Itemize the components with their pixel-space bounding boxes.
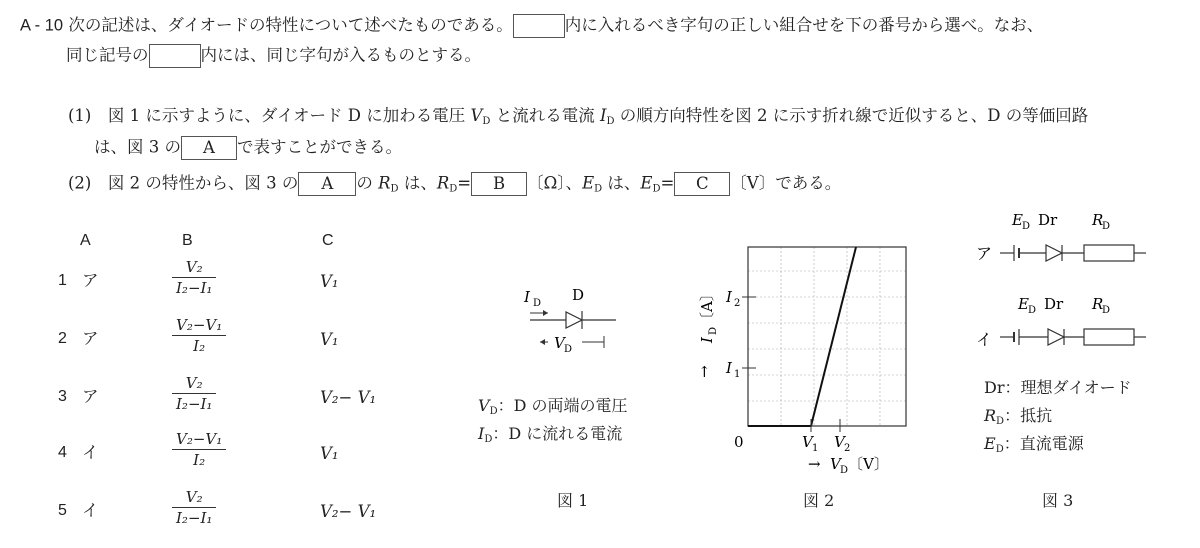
fraction-denominator: I₂−I₁ — [176, 395, 213, 413]
legend-sub: D — [996, 416, 1005, 427]
fraction-bar — [172, 277, 216, 278]
blank-c: C — [674, 172, 730, 196]
fig1-caption: 図 1 — [557, 491, 589, 510]
fig1-legend-2 — [478, 421, 622, 445]
label-origin: 0 — [734, 433, 744, 451]
question-text-1b: 内に入れるべき字句の正しい組合せを下の番号から選べ。なお、 — [564, 15, 1044, 35]
c2-label-r: R — [1092, 295, 1104, 313]
fraction-numerator: V₂−V₁ — [176, 316, 223, 334]
fig3-legend-3 — [984, 431, 1084, 455]
blank-b: B — [471, 172, 527, 196]
fig2-caption: 図 2 — [803, 491, 835, 510]
blank-box — [149, 44, 201, 68]
fraction-numerator: V₂−V₁ — [176, 430, 223, 448]
table-header-a: A — [80, 232, 91, 249]
item-1-line-2 — [94, 136, 402, 160]
option-number[interactable]: 1 — [58, 272, 67, 289]
resistor-icon — [1084, 245, 1134, 261]
legend-text: ：D の両端の電圧 — [497, 396, 628, 415]
option-a: ア — [82, 387, 99, 406]
item-2-text: = — [660, 173, 675, 193]
symbol-i: I — [599, 106, 607, 125]
option-number[interactable]: 5 — [58, 502, 67, 519]
label-v1: V — [802, 433, 813, 451]
option-b-fraction — [172, 374, 216, 413]
legend-sub: D — [995, 444, 1004, 455]
y-axis-label: I — [698, 337, 716, 343]
characteristic-slope — [811, 247, 856, 426]
fraction-bar — [172, 393, 216, 394]
legend-text: ：抵抗 — [1004, 406, 1053, 425]
circuit-b-label: イ — [976, 330, 993, 349]
label-i1-sub: 1 — [734, 369, 741, 380]
symbol-e: E — [640, 173, 653, 193]
fig1-label-i-sub: D — [533, 298, 542, 309]
x-axis-sub: D — [840, 465, 849, 476]
figure-2-graph — [690, 235, 920, 480]
item-1-text: は、図 3 の — [94, 137, 181, 157]
fraction-denominator: I₂ — [193, 451, 206, 469]
y-axis-unit: 〔A〕 — [698, 286, 716, 327]
legend-text: ：直流電源 — [1003, 434, 1084, 453]
fig3-legend-2 — [984, 403, 1052, 427]
option-a: イ — [82, 501, 99, 520]
option-a: イ — [82, 443, 99, 462]
label-i1: I — [726, 359, 732, 377]
fig1-label-i: I — [524, 288, 530, 306]
circuit-a-label: ア — [976, 244, 993, 263]
blank-box — [513, 14, 565, 38]
item-2-text: 〔Ω〕、 — [527, 173, 583, 193]
x-axis-arrow: → — [808, 455, 821, 473]
table-header-b: B — [182, 232, 193, 249]
fraction-bar — [172, 507, 216, 508]
question-line-2 — [66, 44, 481, 68]
c1-label-dr: Dr — [1038, 211, 1058, 229]
question-text-2b: 内には、同じ字句が入るものとする。 — [200, 45, 481, 65]
table-header-c: C — [322, 232, 334, 249]
option-b-fraction — [172, 258, 216, 297]
fraction-denominator: I₂−I₁ — [176, 279, 213, 297]
diode-icon — [1048, 329, 1064, 345]
legend-text: ：D に流れる電流 — [492, 424, 623, 443]
option-number[interactable]: 4 — [58, 444, 67, 461]
legend-symbol: V — [478, 396, 490, 415]
fig1-label-d: D — [572, 286, 585, 304]
option-c: V₁ — [320, 272, 339, 291]
label-v2-sub: 2 — [844, 443, 851, 454]
option-a: ア — [82, 329, 99, 348]
fig1-legend-1 — [478, 393, 628, 417]
item-2-text: の — [356, 173, 379, 193]
option-a: ア — [82, 271, 99, 290]
arrow-head-icon — [543, 310, 548, 316]
c2-label-dr: Dr — [1044, 295, 1064, 313]
option-c: V₂− V₁ — [320, 502, 377, 521]
item-2-text: 〔V〕である。 — [730, 173, 842, 193]
diode-triangle-icon — [566, 312, 582, 328]
fraction-denominator: I₂ — [193, 337, 206, 355]
item-2-text: は、 — [602, 173, 641, 193]
fig3-legend-1: Dr：理想ダイオード — [984, 378, 1132, 397]
fraction-denominator: I₂−I₁ — [176, 509, 213, 527]
item-1-text: と流れる電流 — [490, 106, 600, 125]
option-number[interactable]: 2 — [58, 330, 67, 347]
item-2-line — [68, 172, 841, 200]
y-axis-arrow: ↑ — [698, 363, 711, 381]
symbol-r: R — [378, 173, 391, 193]
option-b-fraction — [172, 488, 216, 527]
legend-symbol: E — [984, 434, 996, 453]
option-c: V₁ — [320, 444, 339, 463]
legend-sub: D — [484, 434, 493, 445]
legend-symbol: R — [984, 406, 997, 425]
option-c: V₂− V₁ — [320, 388, 377, 407]
c1-label-e: E — [1012, 211, 1023, 229]
fraction-bar — [172, 335, 226, 336]
question-number: A - 10 — [20, 16, 64, 35]
question-text-1a: 次の記述は、ダイオードの特性について述べたものである。 — [68, 15, 513, 35]
label-i2: I — [726, 288, 732, 306]
x-axis-label: V — [830, 455, 841, 473]
item-1-text: (1) 図 1 に示すように、ダイオード D に加わる電圧 — [68, 106, 471, 125]
fig1-label-v-sub: D — [564, 344, 573, 355]
subscript-d: D — [594, 183, 603, 195]
blank-a: A — [298, 172, 356, 196]
figure-3-circuits — [972, 205, 1152, 365]
subscript-d: D — [390, 183, 399, 195]
label-i2-sub: 2 — [734, 298, 741, 309]
y-axis-sub: D — [708, 326, 719, 335]
fraction-numerator: V₂ — [185, 488, 203, 506]
c2-label-e: E — [1018, 295, 1029, 313]
diode-icon — [1046, 245, 1062, 261]
option-c: V₁ — [320, 330, 339, 349]
subscript-d: D — [449, 183, 458, 195]
figure-1-diode — [510, 280, 640, 370]
legend-symbol: I — [478, 424, 485, 443]
voltage-arrow-head-icon — [540, 339, 545, 345]
question-text-2a: 同じ記号の — [66, 45, 149, 65]
item-1-text: の順方向特性を図 2 に示す折れ線で近似すると、D の等価回路 — [614, 106, 1089, 125]
blank-a: A — [181, 136, 237, 160]
c1-label-r-sub: D — [1102, 221, 1111, 232]
option-number[interactable]: 3 — [58, 388, 67, 405]
item-2-text: は、 — [398, 173, 437, 193]
label-v1-sub: 1 — [812, 443, 819, 454]
question-line-1 — [20, 14, 1043, 38]
c1-label-e-sub: D — [1022, 221, 1031, 232]
symbol-v: V — [470, 106, 483, 125]
y-axis-label-group — [698, 286, 719, 344]
subscript-d: D — [652, 183, 661, 195]
subscript-d: D — [606, 116, 615, 127]
legend-sub: D — [489, 406, 498, 417]
fraction-numerator: V₂ — [185, 374, 203, 392]
option-b-fraction — [172, 316, 226, 355]
item-1-line-1 — [68, 106, 1088, 132]
c2-label-e-sub: D — [1028, 305, 1037, 316]
fraction-bar — [172, 449, 226, 450]
grid — [748, 247, 906, 426]
plot-frame — [748, 247, 906, 426]
x-axis-unit: 〔V〕 — [848, 455, 889, 473]
fraction-numerator: V₂ — [185, 258, 203, 276]
subscript-d: D — [482, 116, 491, 127]
fig1-label-v: V — [554, 334, 565, 352]
c1-label-r: R — [1092, 211, 1104, 229]
symbol-e: E — [582, 173, 595, 193]
symbol-r: R — [436, 173, 450, 193]
item-1-text: で表すことができる。 — [237, 137, 402, 157]
label-v2: V — [834, 433, 845, 451]
c2-label-r-sub: D — [1102, 305, 1111, 316]
item-2-text: = — [457, 173, 472, 193]
item-2-text: (2) 図 2 の特性から、図 3 の — [68, 173, 299, 193]
option-b-fraction — [172, 430, 226, 469]
resistor-icon — [1084, 329, 1134, 345]
fig3-caption: 図 3 — [1042, 491, 1074, 510]
